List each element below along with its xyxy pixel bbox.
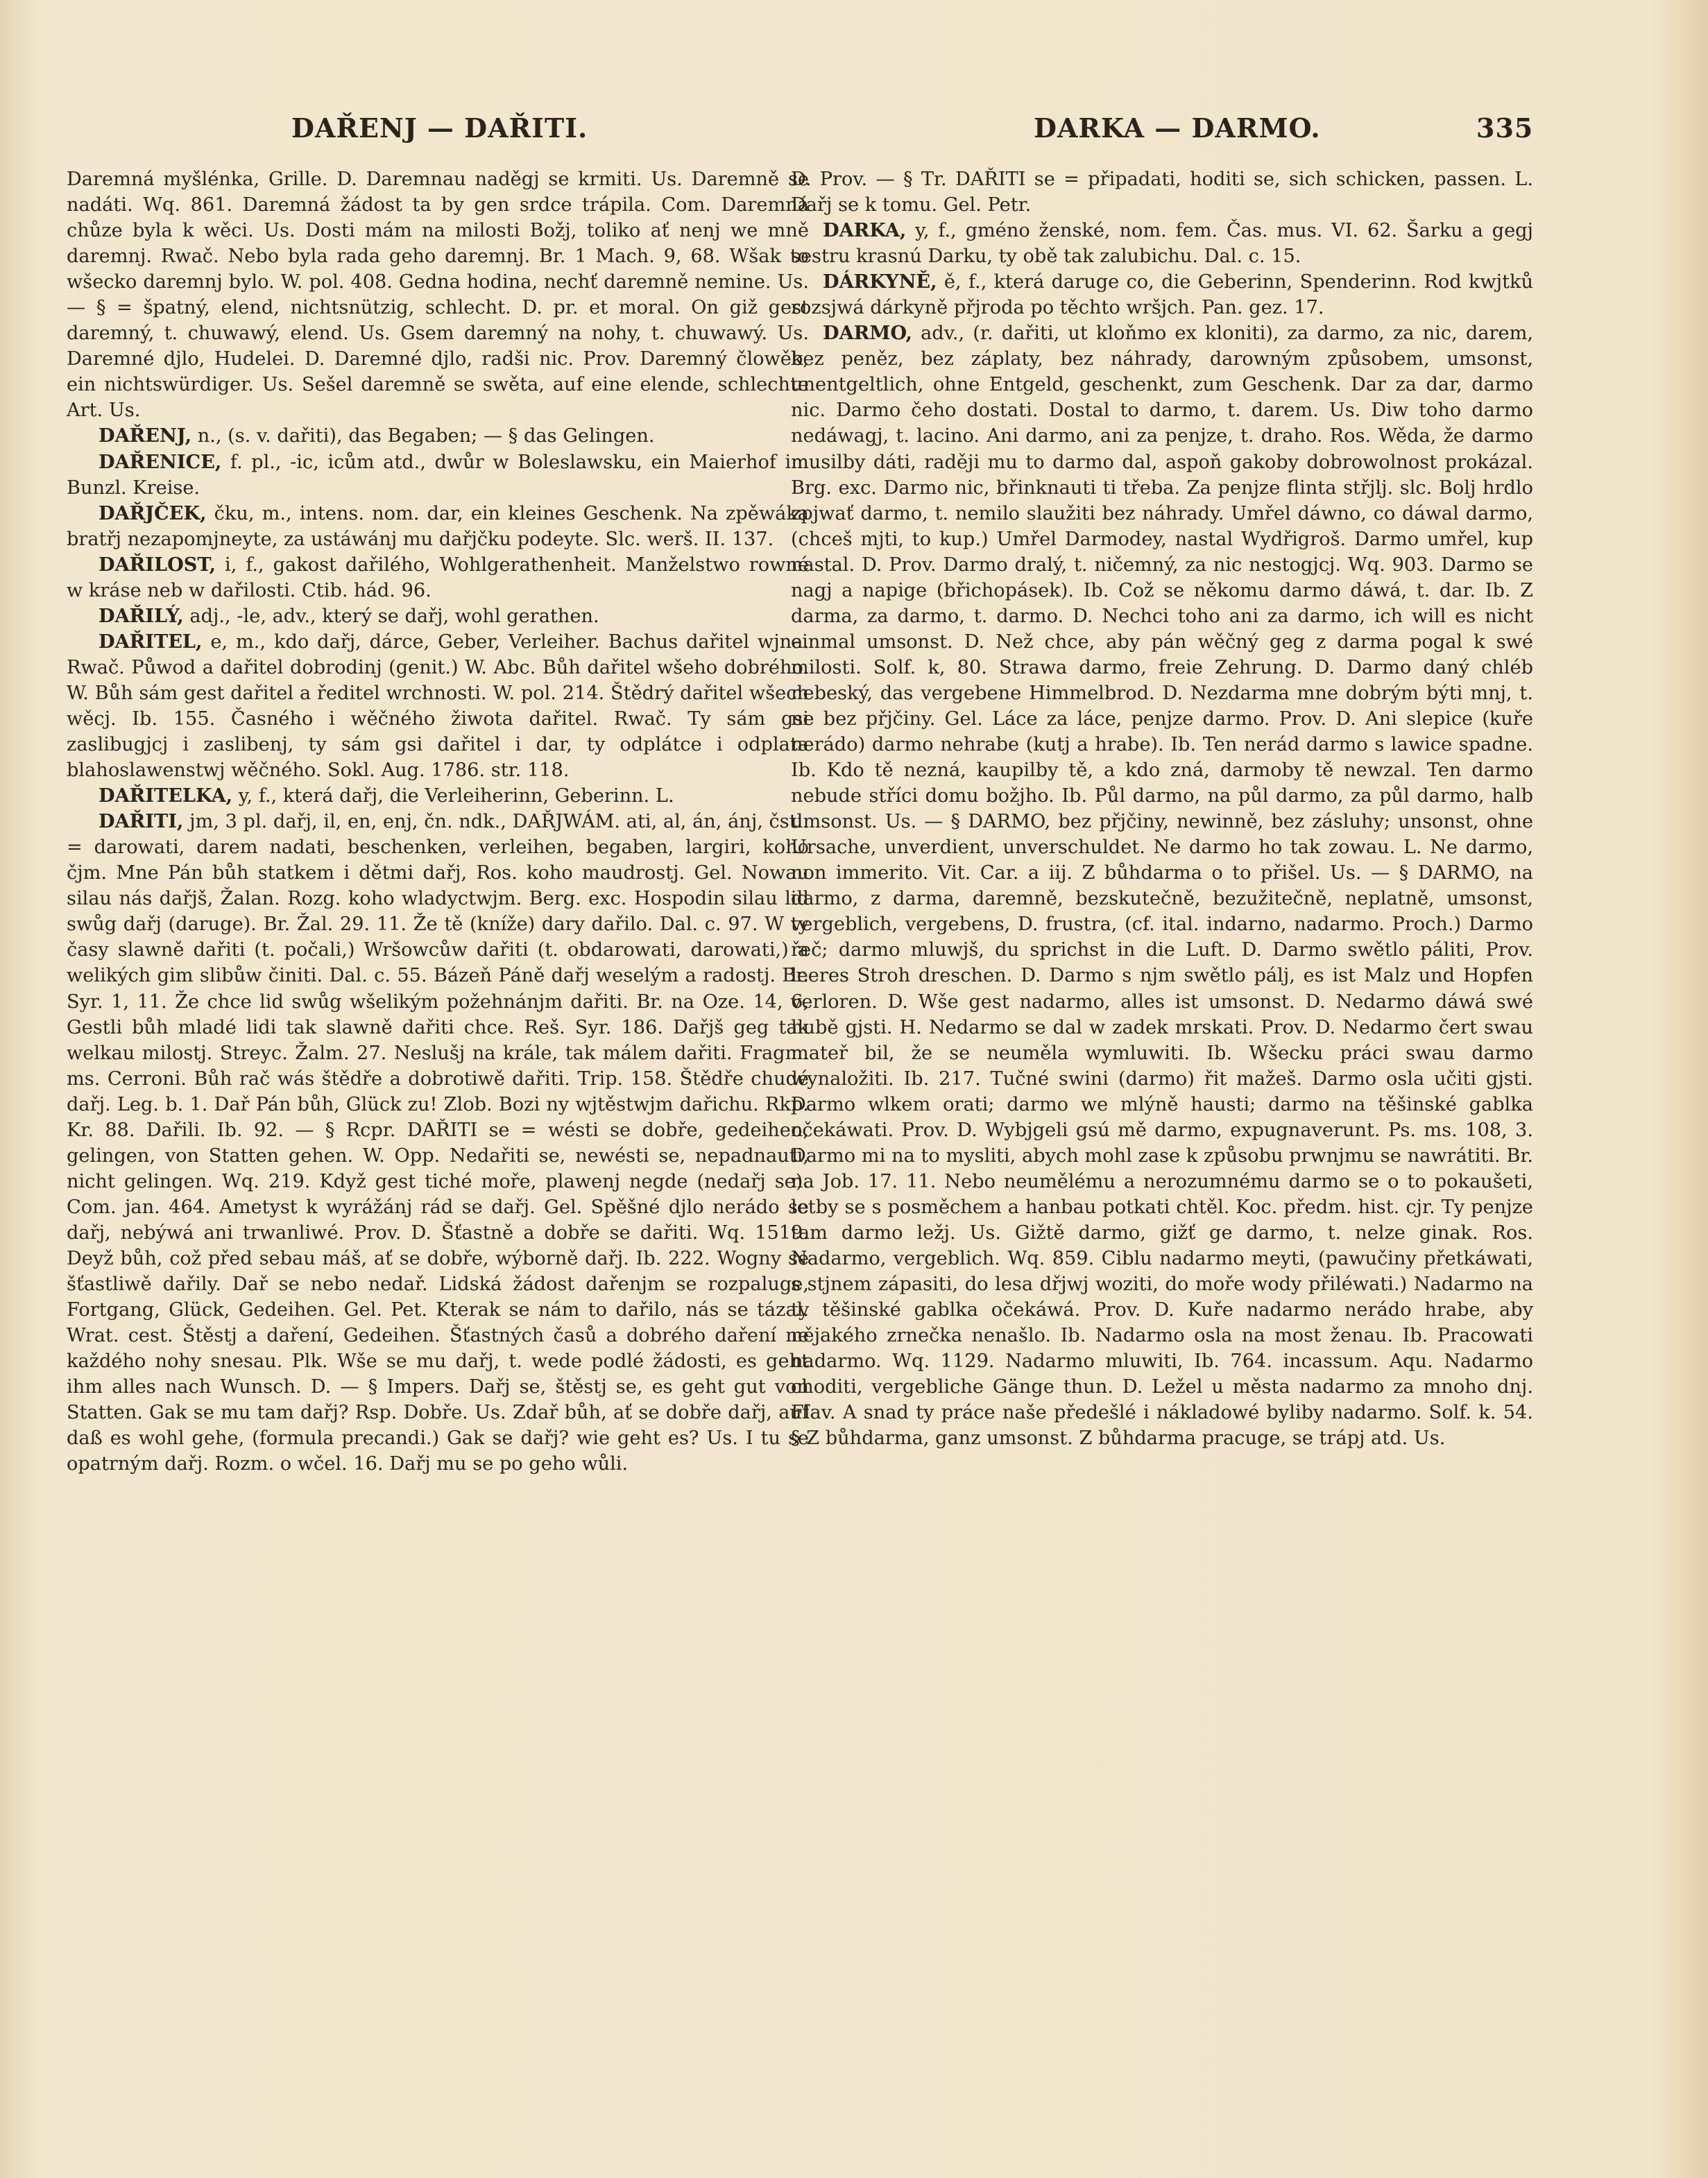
dictionary-entry [67, 809, 809, 1477]
dictionary-entry [67, 166, 809, 423]
entry-text: f. pl., -ic, icům atd., dwůr w Boleslawsku, ein Maierhof im Bunzl. Kreise. [67, 451, 809, 499]
entry-text: jm, 3 pl. dařj, il, en, enj, čn. ndk., DAŘJWÁM. ati, al, án, ánj, čstl. = darowati, darem nadati, beschenken, verleihen, begaben, largiri, koho čjm. Mne Pán bůh statkem i dětmi dařj, Ros. koho maudrostj. Gel. Nowau silau nás dařjš, Žalan. Rozg. koho wladyctwjm. Berg. exc. Hospodin silau lid swůg dařj (daruge). Br. Žal. 29. 11. Že tě (kníže) dary dařilo. Dal. c. 97. W ty časy slawně dařiti (t. počali,) Wršowcůw dařiti (t. obdarowati, darowati,) a welikých gim slibůw činiti. Dal. c. 55. Bázeň Páně dařj weselým a radostj. Br. Syr. 1, 11. Že chce lid swůg wšelikým požehnánjm dařiti. Br. na Oze. 14, 6, Gestli bůh mladé lidi tak slawně dařiti chce. Reš. Syr. 186. Dařjš geg tak welkau milostj. Streyc. Žalm. 27. Neslušj na krále, tak málem dařiti. Fragm. ms. Cerroni. Bůh rač wás štědře a dobrotiwě dařiti. Trip. 158. Štědře chudé dařj. Leg. b. 1. Dař Pán bůh, Glück zu! Zlob. Bozi ny wjtěstwjm dařichu. Rkp. Kr. 88. Dařili. Ib. 92. — § Rcpr. DAŘITI se = wésti se dobře, gedeihen, gelingen, von Statten gehen. W. Opp. Nedařiti se, newésti se, nepadnauti, nicht gelingen. Wq. 219. Když gest tiché moře, plawenj negde (nedařj se). Com. jan. 464. Ametyst k wyrážánj rád se dařj. Gel. Spěšné djlo nerádo se dařj, nebýwá ani trwanliwé. Prov. D. Šťastně a dobře se dařiti. Wq. 1519. Deyž bůh, což před sebau máš, ať se dobře, wýborně dařj. Ib. 222. Wogny se šťastliwě dařily. Dař se nebo nedař. Lidská žádost dařenjm se rozpaluge, Fortgang, Glück, Gedeihen. Gel. Pet. Kterak se nám to dařilo, nás se tázal. Wrat. cest. Štěstj a daření, Gedeihen. Šťastných časů a dobrého daření ne každého nohy snesau. Plk. Wše se mu dařj, t. wede podlé žádosti, es geht ihm alles nach Wunsch. D. — § Impers. Dařj se, štěstj se, es geht gut von Statten. Gak se mu tam dařj? Rsp. Dobře. Us. Zdař bůh, ať se dobře dařj, auf daß es wohl gehe, (formula precandi.) Gak se dařj? wie geht es? Us. I tu se opatrným dařj. Rozm. o wčel. 16. Dařj mu se po geho wůli. [67, 811, 809, 1475]
dictionary-entry [791, 218, 1533, 269]
entry-text: ě, f., která daruge co, die Geberinn, Spenderinn. Rod kwjtků rozsjwá dárkyně přjroda po těchto wršjch. Pan. gez. 17. [791, 271, 1533, 319]
entry-headword: DAŘENICE, [99, 450, 222, 473]
entry-text: e, m., kdo dařj, dárce, Geber, Verleiher. Bachus dařitel wjna. Rwač. Půwod a dařitel dobrodinj (genit.) W. Abc. Bůh dařitel wšeho dobrého. W. Bůh sám gest dařitel a ředitel wrchnosti. W. pol. 214. Štědrý dařitel wšech wěcj. Ib. 155. Časného i wěčného žiwota dařitel. Rwač. Ty sám gsi zaslibugjcj i zaslibenj, ty sám gsi dařitel i dar, ty odplátce i odplata blahoslawenstwj wěčného. Sokl. Aug. 1786. str. 118. [67, 631, 809, 782]
entry-text: Daremná myšlénka, Grille. D. Daremnau naděgj se krmiti. Us. Daremně se nadáti. Wq. 861. Daremná žádost ta by gen srdce trápila. Com. Daremná chůze byla k wěci. Us. Dosti mám na milosti Božj, toliko ať nenj we mně daremnj. Rwač. Nebo byla rada geho daremnj. Br. 1 Mach. 9, 68. Wšak to wšecko daremnj bylo. W. pol. 408. Gedna hodina, nechť daremně nemine. Us. — § = špatný, elend, nichtsnützig, schlecht. D. pr. et moral. On giž gest daremný, t. chuwawý, elend. Us. Gsem daremný na nohy, t. chuwawý. Us. Daremné djlo, Hudelei. D. Daremné djlo, radši nic. Prov. Daremný člowěk, ein nichtswürdiger. Us. Sešel daremně se swěta, auf eine elende, schlechte Art. Us. [67, 169, 809, 422]
entry-text: i, f., gakost dařilého, Wohlgerathenheit. Manželstwo rowné w kráse neb w dařilosti. Ctib. hád. 96. [67, 554, 809, 601]
page-number: 335 [1476, 112, 1534, 144]
entry-headword: DAŘJČEK, [99, 501, 207, 524]
dictionary-entry [67, 423, 809, 449]
right-running-head: DARKA — DARMO. [1034, 112, 1321, 144]
entry-text: adv., (r. dařiti, ut kloňmo ex kloniti), za darmo, za nic, darem, bez peněz, bez záplaty, bez náhrady, darowným způsobem, umsonst, unentgeltlich, ohne Entgeld, geschenkt, zum Geschenk. Dar za dar, darmo nic. Darmo čeho dostati. Dostal to darmo, t. darem. Us. Diw toho darmo nedáwagj, t. lacino. Ani darmo, ani za penjze, t. draho. Ros. Wěda, že darmo musilby dáti, raději mu to darmo dal, aspoň gakoby dobrowolnost prokázal. Brg. exc. Darmo nic, břinknauti ti třeba. Za penjze flinta střjlj. slc. Bolj hrdlo zpjwať darmo, t. nemilo slaužiti bez náhrady. Umřel dáwno, co dáwal darmo, (chceš mjti, to kup.) Umřel Darmodey, nastal Wydřigroš. Darmo umřel, kup nastal. D. Prov. Darmo dralý, t. ničemný, za nic nestogjcj. Wq. 903. Darmo se nagj a napige (břichopásek). Ib. Což se někomu darmo dáwá, t. dar. Ib. Z darma, za darmo, t. darmo. D. Nechci toho ani za darmo, ich will es nicht einmal umsonst. D. Než chce, aby pán wěčný geg z darma pogal k swé milosti. Solf. k, 80. Strawa darmo, freie Zehrung. D. Darmo daný chléb nebeský, das vergebene Himmelbrod. D. Nezdarma mne dobrým býti mnj, t. ne bez přjčiny. Gel. Láce za láce, penjze darmo. Prov. D. Ani slepice (kuře nerádo) darmo nehrabe (kutj a hrabe). Ib. Ten nerád darmo s lawice spadne. Ib. Kdo tě nezná, kaupilby tě, a kdo zná, darmoby tě newzal. Ten darmo nebude stříci domu božjho. Ib. Půl darmo, na půl darmo, za půl darmo, halb umsonst. Us. — § DARMO, bez přjčiny, newinně, bez zásluhy; unsonst, ohne Ursache, unverdient, unverschuldet. Ne darmo ho tak zowau. L. Ne darmo, non immerito. Vit. Car. a iij. Z bůhdarma o to přišel. Us. — § DARMO, na darmo, z darma, daremně, bezskutečně, bezužitečně, neplatně, umsonst, vergeblich, vergebens, D. frustra, (cf. ital. indarno, nadarmo. Proch.) Darmo řeč; darmo mluwjš, du sprichst in die Luft. D. Darmo swětlo páliti, Prov. leeres Stroh dreschen. D. Darmo s njm swětlo pálj, es ist Malz und Hopfen verloren. D. Wše gest nadarmo, alles ist umsonst. D. Nedarmo dáwá swé hubě gjsti. H. Nedarmo se dal w zadek mrskati. Prov. D. Nedarmo čert swau mateř bil, že se neuměla wymluwiti. Ib. Wšecku práci swau darmo wynaložiti. Ib. 217. Tučné swini (darmo) řit mažeš. Darmo osla učiti gjsti. Darmo wlkem orati; darmo we mlýně hausti; darmo na těšinské gablka očekáwati. Prov. D. Wybjgeli gsú mě darmo, expugnaverunt. Ps. ms. 108, 3. Darmo mi na to mysliti, abych mohl zase k způsobu prwnjmu se nawrátiti. Br. na Job. 17. 11. Nebo neumělému a nerozumnému darmo se o to pokaušeti, letby se s posměchem a hanbau potkati chtěl. Koc. předm. hist. cjr. Ty penjze tam darmo ležj. Us. Gižtě darmo, gižť ge darmo, t. nelze ginak. Ros. Nadarmo, vergeblich. Wq. 859. Ciblu nadarmo meyti, (pawučiny přetkáwati, s stjnem zápasiti, do lesa dřjwj woziti, do moře wody přiléwati.) Nadarmo na ty těšinské gablka očekáwá. Prov. D. Kuře nadarmo nerádo hrabe, aby nějakého zrnečka nenašlo. Ib. Nadarmo osla na most ženau. Ib. Pracowati nadarmo. Wq. 1129. Nadarmo mluwiti, Ib. 764. incassum. Aqu. Nadarmo choditi, vergebliche Gänge thun. D. Ležel u města nadarmo za mnoho dnj. Flav. A snad ty práce naše předešlé i nákladowé byliby nadarmo. Solf. k. 54. § Z bůhdarma, ganz umsonst. Z bůhdarma pracuge, se trápj atd. Us. [791, 323, 1533, 1450]
entry-headword: DAŘITEL, [99, 630, 203, 653]
dictionary-entry [67, 552, 809, 603]
entry-headword: DAŘILOST, [99, 553, 216, 576]
dictionary-entry [791, 320, 1533, 1451]
entry-headword: DAŘILÝ, [99, 604, 184, 627]
entry-headword: DAŘITELKA, [99, 784, 233, 807]
left-running-head: DAŘENJ — DAŘITI. [291, 112, 588, 144]
dictionary-entry [67, 783, 809, 809]
dictionary-entry [67, 603, 809, 629]
dictionary-entry [67, 629, 809, 783]
entry-text: y, f., která dařj, die Verleiherinn, Geberinn. L. [232, 785, 674, 807]
entry-text: čku, m., intens. nom. dar, ein kleines Geschenk. Na zpěwáka bratřj nezapomjneyte, za ustáwánj mu dařjčku podeyte. Slc. werš. II. 137. [67, 502, 809, 550]
entry-text: D. Prov. — § Tr. DAŘITI se = připadati, hoditi se, sich schicken, passen. L. Dařj se k tomu. Gel. Petr. [791, 169, 1533, 216]
entry-text: adj., -le, adv., který se dařj, wohl gerathen. [183, 605, 599, 627]
entry-headword: DÁRKYNĚ, [823, 271, 937, 293]
dictionary-entry [791, 166, 1533, 218]
left-column [67, 166, 809, 1477]
right-column [791, 166, 1533, 1451]
entry-text: y, f., gméno ženské, nom. fem. Čas. mus. VI. 62. Šarku a gegj sestru krasnú Darku, ty obě tak zalubichu. Dal. c. 15. [791, 220, 1533, 268]
entry-headword: DARKA, [823, 219, 907, 242]
entry-headword: DAŘITI, [99, 810, 184, 833]
entry-headword: DAŘENJ, [99, 425, 192, 447]
entry-text: n., (s. v. dařiti), das Begaben; — § das Gelingen. [191, 425, 655, 447]
dictionary-entry [67, 501, 809, 552]
dictionary-entry [67, 449, 809, 501]
entry-headword: DARMO, [823, 322, 912, 345]
dictionary-entry [791, 269, 1533, 320]
